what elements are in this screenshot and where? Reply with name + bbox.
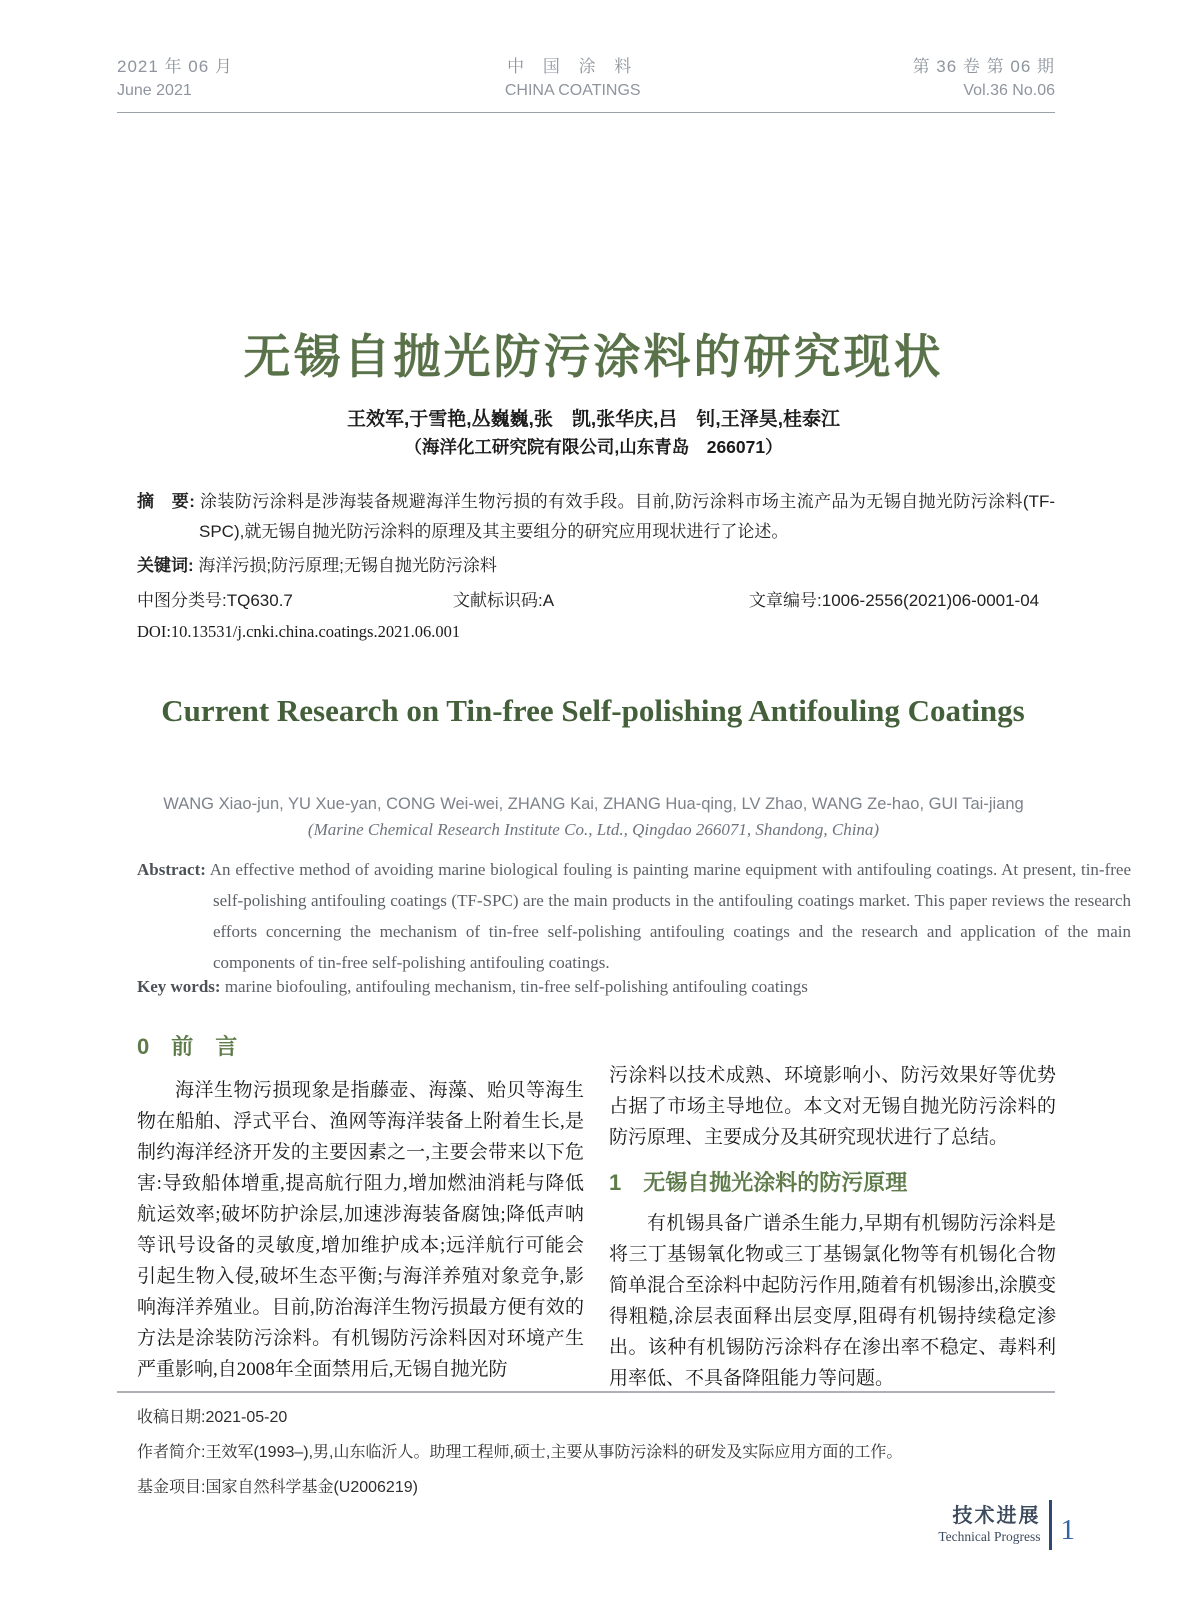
keywords-text-zh: 海洋污损;防污原理;无锡自抛光防污涂料 (198, 556, 497, 575)
section-heading-1: 1 无锡自抛光涂料的防污原理 (609, 1170, 908, 1195)
authors-en: WANG Xiao-jun, YU Xue-yan, CONG Wei-wei, ZHANG Kai, ZHANG Hua-qing, LV Zhao, WANG Ze-hao, GUI Tai-jiang (163, 795, 1024, 813)
affiliation-zh: （海洋化工研究院有限公司,山东青岛 266071） (404, 437, 783, 457)
footnote-fund: 基金项目:国家自然科学基金(U2006219) (137, 1479, 418, 1496)
abstract-label-zh: 摘 要: (137, 492, 195, 511)
abstract-label-en: Abstract: (137, 860, 206, 879)
footnote-divider (117, 1391, 1055, 1393)
keywords-label-zh: 关键词: (137, 556, 194, 575)
footnote-received-date: 收稿日期:2021-05-20 (137, 1409, 288, 1426)
abstract-text-en: An effective method of avoiding marine biological fouling is painting marine equipment with antifouling coatings. At present, tin-free self-polishing antifouling coatings (TF-SPC) are the main products in the antifouling coatings market. This paper reviews the research efforts concerning the mechanism of tin-free self-polishing antifouling coatings and the research and application of the main components of tin-free self-polishing antifouling coatings. (209, 860, 1132, 972)
column-label-zh: 技术进展 (952, 1505, 1041, 1527)
body-column-left (137, 1032, 584, 1385)
header-date-en: June 2021 (117, 82, 192, 99)
article-title-zh: 无锡自抛光防污涂料的研究现状 (243, 330, 944, 383)
abstract-en (137, 854, 1131, 978)
continuation-paragraph: 污涂料以技术成熟、环境影响小、防污效果好等优势占据了市场主导地位。本文对无锡自抛光防污涂料的防污原理、主要成分及其研究现状进行了总结。 (609, 1065, 1056, 1148)
frontmatter-zh (137, 487, 1055, 642)
abstract-text-zh: 涂装防污涂料是涉海装备规避海洋生物污损的有效手段。目前,防污涂料市场主流产品为无锡自抛光防污涂料(TF-SPC),就无锡自抛光防污涂料的原理及其主要组分的研究应用现状进行了论述。 (199, 492, 1055, 541)
page-number: 1 (1060, 1513, 1075, 1546)
section-heading-0: 0 前 言 (137, 1034, 238, 1059)
section-1-paragraph: 有机锡具备广谱杀生能力,早期有机锡防污涂料是将三丁基锡氧化物或三丁基锡氯化物等有机锡化合物简单混合至涂料中起防污作用,随着有机锡渗出,涂膜变得粗糙,涂层表面释出层变厚,阻碍有机锡持续稳定渗出。该种有机锡防污涂料存在渗出率不稳定、毒料利用率低、不具备降阻能力等问题。 (609, 1213, 1056, 1389)
footer-divider-bar (1049, 1500, 1052, 1550)
column-label (938, 1504, 1040, 1546)
column-label-en: Technical Progress (938, 1529, 1041, 1544)
header-date (117, 55, 233, 103)
abstract-zh (137, 487, 1055, 547)
keywords-en (137, 972, 1055, 1002)
header-issue-en: Vol.36 No.06 (963, 82, 1055, 99)
keywords-label-en: Key words: (137, 977, 221, 996)
page-footer (938, 1500, 1075, 1550)
journal-header (117, 55, 1055, 113)
keywords-text-en: marine biofouling, antifouling mechanism, tin-free self-polishing antifouling coatings (224, 977, 808, 996)
journal-name-en: CHINA COATINGS (504, 82, 641, 99)
header-date-zh: 2021 年 06 月 (117, 57, 233, 76)
footnotes (137, 1400, 1055, 1505)
section-0-paragraph: 海洋生物污损现象是指藤壶、海藻、贻贝等海生物在船舶、浮式平台、渔网等海洋装备上附着生长,是制约海洋经济开发的主要因素之一,主要会带来以下危害:导致船体增重,提高航行阻力,增加燃油消耗与降低航运效率;破坏防护涂层,加速涉海装备腐蚀;降低声呐等讯号设备的灵敏度,增加维护成本;远洋航行可能会引起生物入侵,破坏生态平衡;与海洋养殖对象竞争,影响海洋养殖业。目前,防治海洋生物污损最方便有效的方法是涂装防污涂料。有机锡防污涂料因对环境产生严重影响,自2008年全面禁用后,无锡自抛光防 (137, 1080, 584, 1380)
keywords-zh (137, 552, 1055, 580)
article-id: 文章编号:1006-2556(2021)06-0001-04 (749, 591, 1040, 610)
article-title-en: Current Research on Tin-free Self-polishing Antifouling Coatings (161, 693, 1025, 728)
header-journal-name (505, 55, 641, 103)
journal-name-zh: 中 国 涂 料 (507, 57, 639, 76)
document-code: 文献标识码:A (453, 591, 555, 610)
affiliation-en: (Marine Chemical Research Institute Co., Ltd., Qingdao 266071, Shandong, China) (307, 820, 880, 839)
clc-number: 中图分类号:TQ630.7 (137, 591, 293, 610)
doi: DOI:10.13531/j.cnki.china.coatings.2021.06.001 (137, 622, 461, 641)
classification-row (137, 589, 1055, 613)
authors-zh: 王效军,于雪艳,丛巍巍,张 凯,张华庆,吕 钊,王泽昊,桂泰江 (347, 409, 840, 430)
body-column-right (609, 1032, 1056, 1394)
header-issue-zh: 第 36 卷 第 06 期 (912, 57, 1055, 76)
header-issue (913, 55, 1055, 103)
footnote-author-bio: 作者简介:王效军(1993–),男,山东临沂人。助理工程师,硕士,主要从事防污涂料的研发及实际应用方面的工作。 (137, 1444, 903, 1461)
